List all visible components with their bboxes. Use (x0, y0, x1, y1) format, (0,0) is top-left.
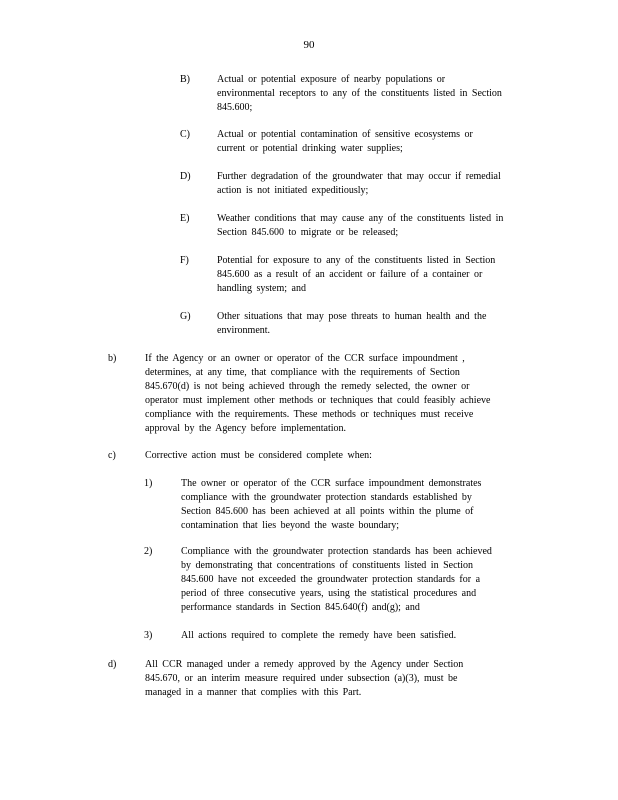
page-number: 90 (303, 39, 315, 51)
item-label: b) (108, 353, 117, 364)
item-text: Further degradation of the groundwater that may occur if remedial action is not initiated expeditiously; (217, 171, 501, 196)
item-label: C) (180, 129, 190, 140)
item-text: Actual or potential exposure of nearby populations or environmental receptors to any of the constituents listed in Section 845.600; (217, 74, 502, 113)
item-text: The owner or operator of the CCR surface impoundment demonstrates compliance with the groundwater protection standards established by Section 845.600 has been achieved at all points within the plume of contamination that lies beyond the waste boundary; (181, 478, 482, 531)
item-text: All CCR managed under a remedy approved by the Agency under Section 845.670, or an interim measure required under subsection (a)(3), must be managed in a manner that complies with this Part. (145, 659, 464, 698)
item-label: 3) (144, 630, 153, 641)
item-label: E) (180, 213, 190, 224)
item-text: Weather conditions that may cause any of the constituents listed in Section 845.600 to migrate or be released; (217, 213, 504, 238)
item-label: B) (180, 74, 190, 85)
item-text: Other situations that may pose threats to human health and the environment. (217, 311, 487, 336)
item-text: Corrective action must be considered complete when: (145, 450, 372, 461)
item-label: G) (180, 311, 191, 322)
item-label: D) (180, 171, 191, 182)
item-text: Potential for exposure to any of the constituents listed in Section 845.600 as a result of an accident or failure of a container or handling system; and (217, 255, 496, 294)
item-text: Actual or potential contamination of sensitive ecosystems or current or potential drinking water supplies; (217, 129, 473, 154)
item-label: 1) (144, 478, 153, 489)
item-label: 2) (144, 546, 153, 557)
item-label: F) (180, 255, 189, 266)
item-label: c) (108, 450, 116, 461)
item-text: If the Agency or an owner or operator of the CCR surface impoundment , determines, at any time, that compliance with the requirements of Section 845.670(d) is not being achieved through the remedy selected, the owner or operator must implement other methods or techniques that could feasibly achieve compliance with the requirements. These methods or techniques must receive approval by the Agency before implementation. (145, 353, 491, 434)
item-text: Compliance with the groundwater protection standards has been achieved by demonstrating that concentrations of constituents listed in Section 845.600 have not exceeded the groundwater protection standards for a period of three consecutive years, using the statistical procedures and performance standards in Section 845.640(f) and(g); and (181, 546, 492, 613)
item-label: d) (108, 659, 117, 670)
item-text: All actions required to complete the remedy have been satisfied. (181, 630, 457, 641)
